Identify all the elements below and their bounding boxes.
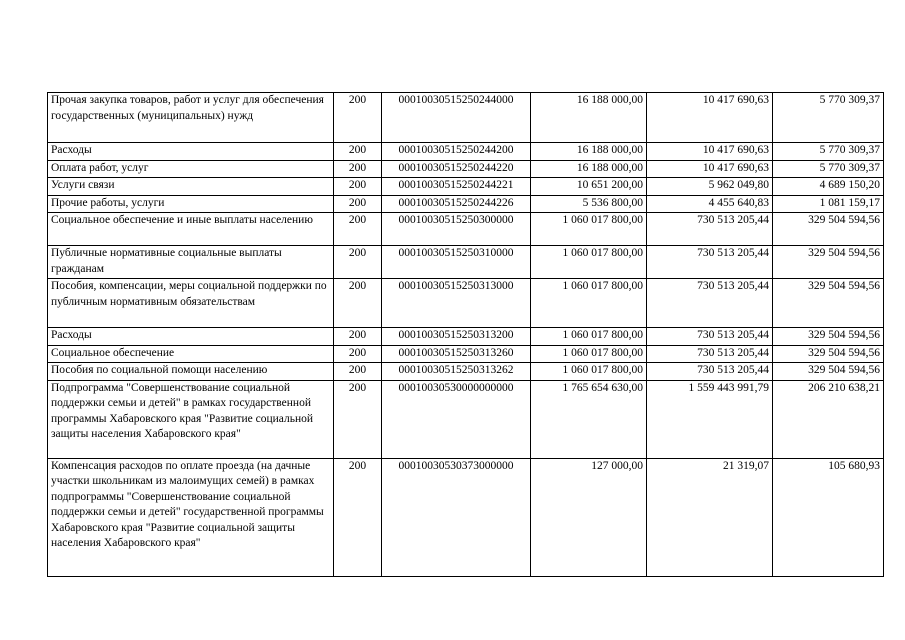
budget-code-cell: 00010030515250244200 [382,143,531,161]
executed-amount-cell: 4 455 640,83 [647,195,773,213]
executed-amount-cell: 730 513 205,44 [647,246,773,279]
line-code-cell: 200 [334,345,382,363]
table-row [48,160,884,178]
table-row [48,380,884,458]
table-row [48,93,884,143]
table-row [48,143,884,161]
unexecuted-amount-cell: 329 504 594,56 [773,363,884,381]
approved-amount-cell: 127 000,00 [531,458,647,576]
line-code-cell: 200 [334,143,382,161]
unexecuted-amount-cell: 5 770 309,37 [773,160,884,178]
line-code-cell: 200 [334,246,382,279]
line-code-cell: 200 [334,93,382,143]
approved-amount-cell: 10 651 200,00 [531,178,647,196]
executed-amount-cell: 10 417 690,63 [647,93,773,143]
unexecuted-amount-cell: 329 504 594,56 [773,213,884,246]
budget-code-cell: 00010030515250310000 [382,246,531,279]
executed-amount-cell: 730 513 205,44 [647,363,773,381]
budget-code-cell: 00010030515250244226 [382,195,531,213]
row-name-cell: Расходы [48,328,334,346]
approved-amount-cell: 5 536 800,00 [531,195,647,213]
executed-amount-cell: 730 513 205,44 [647,279,773,328]
table-row [48,279,884,328]
executed-amount-cell: 730 513 205,44 [647,213,773,246]
table-row [48,213,884,246]
unexecuted-amount-cell: 5 770 309,37 [773,93,884,143]
row-name-cell: Компенсация расходов по оплате проезда (на дачные участки школьникам из малоимущих семей) в рамках подпрограммы "Совершенствование социальной поддержки семьи и детей" государственной программы Хабаровского края "Развитие социальной защиты населения Хабаровского края" [48,458,334,576]
row-name-cell: Публичные нормативные социальные выплаты гражданам [48,246,334,279]
row-name-cell: Расходы [48,143,334,161]
budget-execution-table [47,92,884,577]
budget-code-cell: 00010030515250244220 [382,160,531,178]
unexecuted-amount-cell: 329 504 594,56 [773,246,884,279]
approved-amount-cell: 1 060 017 800,00 [531,345,647,363]
line-code-cell: 200 [334,178,382,196]
table-row [48,345,884,363]
approved-amount-cell: 16 188 000,00 [531,160,647,178]
unexecuted-amount-cell: 329 504 594,56 [773,345,884,363]
unexecuted-amount-cell: 1 081 159,17 [773,195,884,213]
unexecuted-amount-cell: 4 689 150,20 [773,178,884,196]
table-row [48,246,884,279]
table-row [48,328,884,346]
line-code-cell: 200 [334,279,382,328]
executed-amount-cell: 10 417 690,63 [647,143,773,161]
table-row [48,178,884,196]
unexecuted-amount-cell: 206 210 638,21 [773,380,884,458]
row-name-cell: Пособия по социальной помощи населению [48,363,334,381]
budget-code-cell: 00010030530000000000 [382,380,531,458]
approved-amount-cell: 1 060 017 800,00 [531,328,647,346]
line-code-cell: 200 [334,328,382,346]
line-code-cell: 200 [334,363,382,381]
row-name-cell: Оплата работ, услуг [48,160,334,178]
budget-code-cell: 00010030515250313262 [382,363,531,381]
row-name-cell: Подпрограмма "Совершенствование социальной поддержки семьи и детей" в рамках государственной программы Хабаровского края "Развитие социальной защиты населения Хабаровского края" [48,380,334,458]
budget-code-cell: 00010030515250244221 [382,178,531,196]
budget-code-cell: 00010030515250313200 [382,328,531,346]
approved-amount-cell: 1 060 017 800,00 [531,213,647,246]
table-row [48,363,884,381]
executed-amount-cell: 730 513 205,44 [647,345,773,363]
approved-amount-cell: 16 188 000,00 [531,143,647,161]
executed-amount-cell: 730 513 205,44 [647,328,773,346]
line-code-cell: 200 [334,380,382,458]
budget-code-cell: 00010030515250244000 [382,93,531,143]
row-name-cell: Услуги связи [48,178,334,196]
row-name-cell: Прочие работы, услуги [48,195,334,213]
executed-amount-cell: 5 962 049,80 [647,178,773,196]
row-name-cell: Социальное обеспечение и иные выплаты населению [48,213,334,246]
table-row [48,458,884,576]
unexecuted-amount-cell: 329 504 594,56 [773,279,884,328]
executed-amount-cell: 10 417 690,63 [647,160,773,178]
budget-code-cell: 00010030530373000000 [382,458,531,576]
line-code-cell: 200 [334,195,382,213]
executed-amount-cell: 1 559 443 991,79 [647,380,773,458]
row-name-cell: Социальное обеспечение [48,345,334,363]
approved-amount-cell: 1 060 017 800,00 [531,246,647,279]
budget-code-cell: 00010030515250313260 [382,345,531,363]
unexecuted-amount-cell: 329 504 594,56 [773,328,884,346]
executed-amount-cell: 21 319,07 [647,458,773,576]
row-name-cell: Прочая закупка товаров, работ и услуг для обеспечения государственных (муниципальных) нужд [48,93,334,143]
line-code-cell: 200 [334,458,382,576]
budget-code-cell: 00010030515250300000 [382,213,531,246]
approved-amount-cell: 1 060 017 800,00 [531,363,647,381]
approved-amount-cell: 1 765 654 630,00 [531,380,647,458]
approved-amount-cell: 1 060 017 800,00 [531,279,647,328]
table-row [48,195,884,213]
line-code-cell: 200 [334,160,382,178]
row-name-cell: Пособия, компенсации, меры социальной поддержки по публичным нормативным обязательствам [48,279,334,328]
approved-amount-cell: 16 188 000,00 [531,93,647,143]
unexecuted-amount-cell: 5 770 309,37 [773,143,884,161]
budget-code-cell: 00010030515250313000 [382,279,531,328]
line-code-cell: 200 [334,213,382,246]
unexecuted-amount-cell: 105 680,93 [773,458,884,576]
